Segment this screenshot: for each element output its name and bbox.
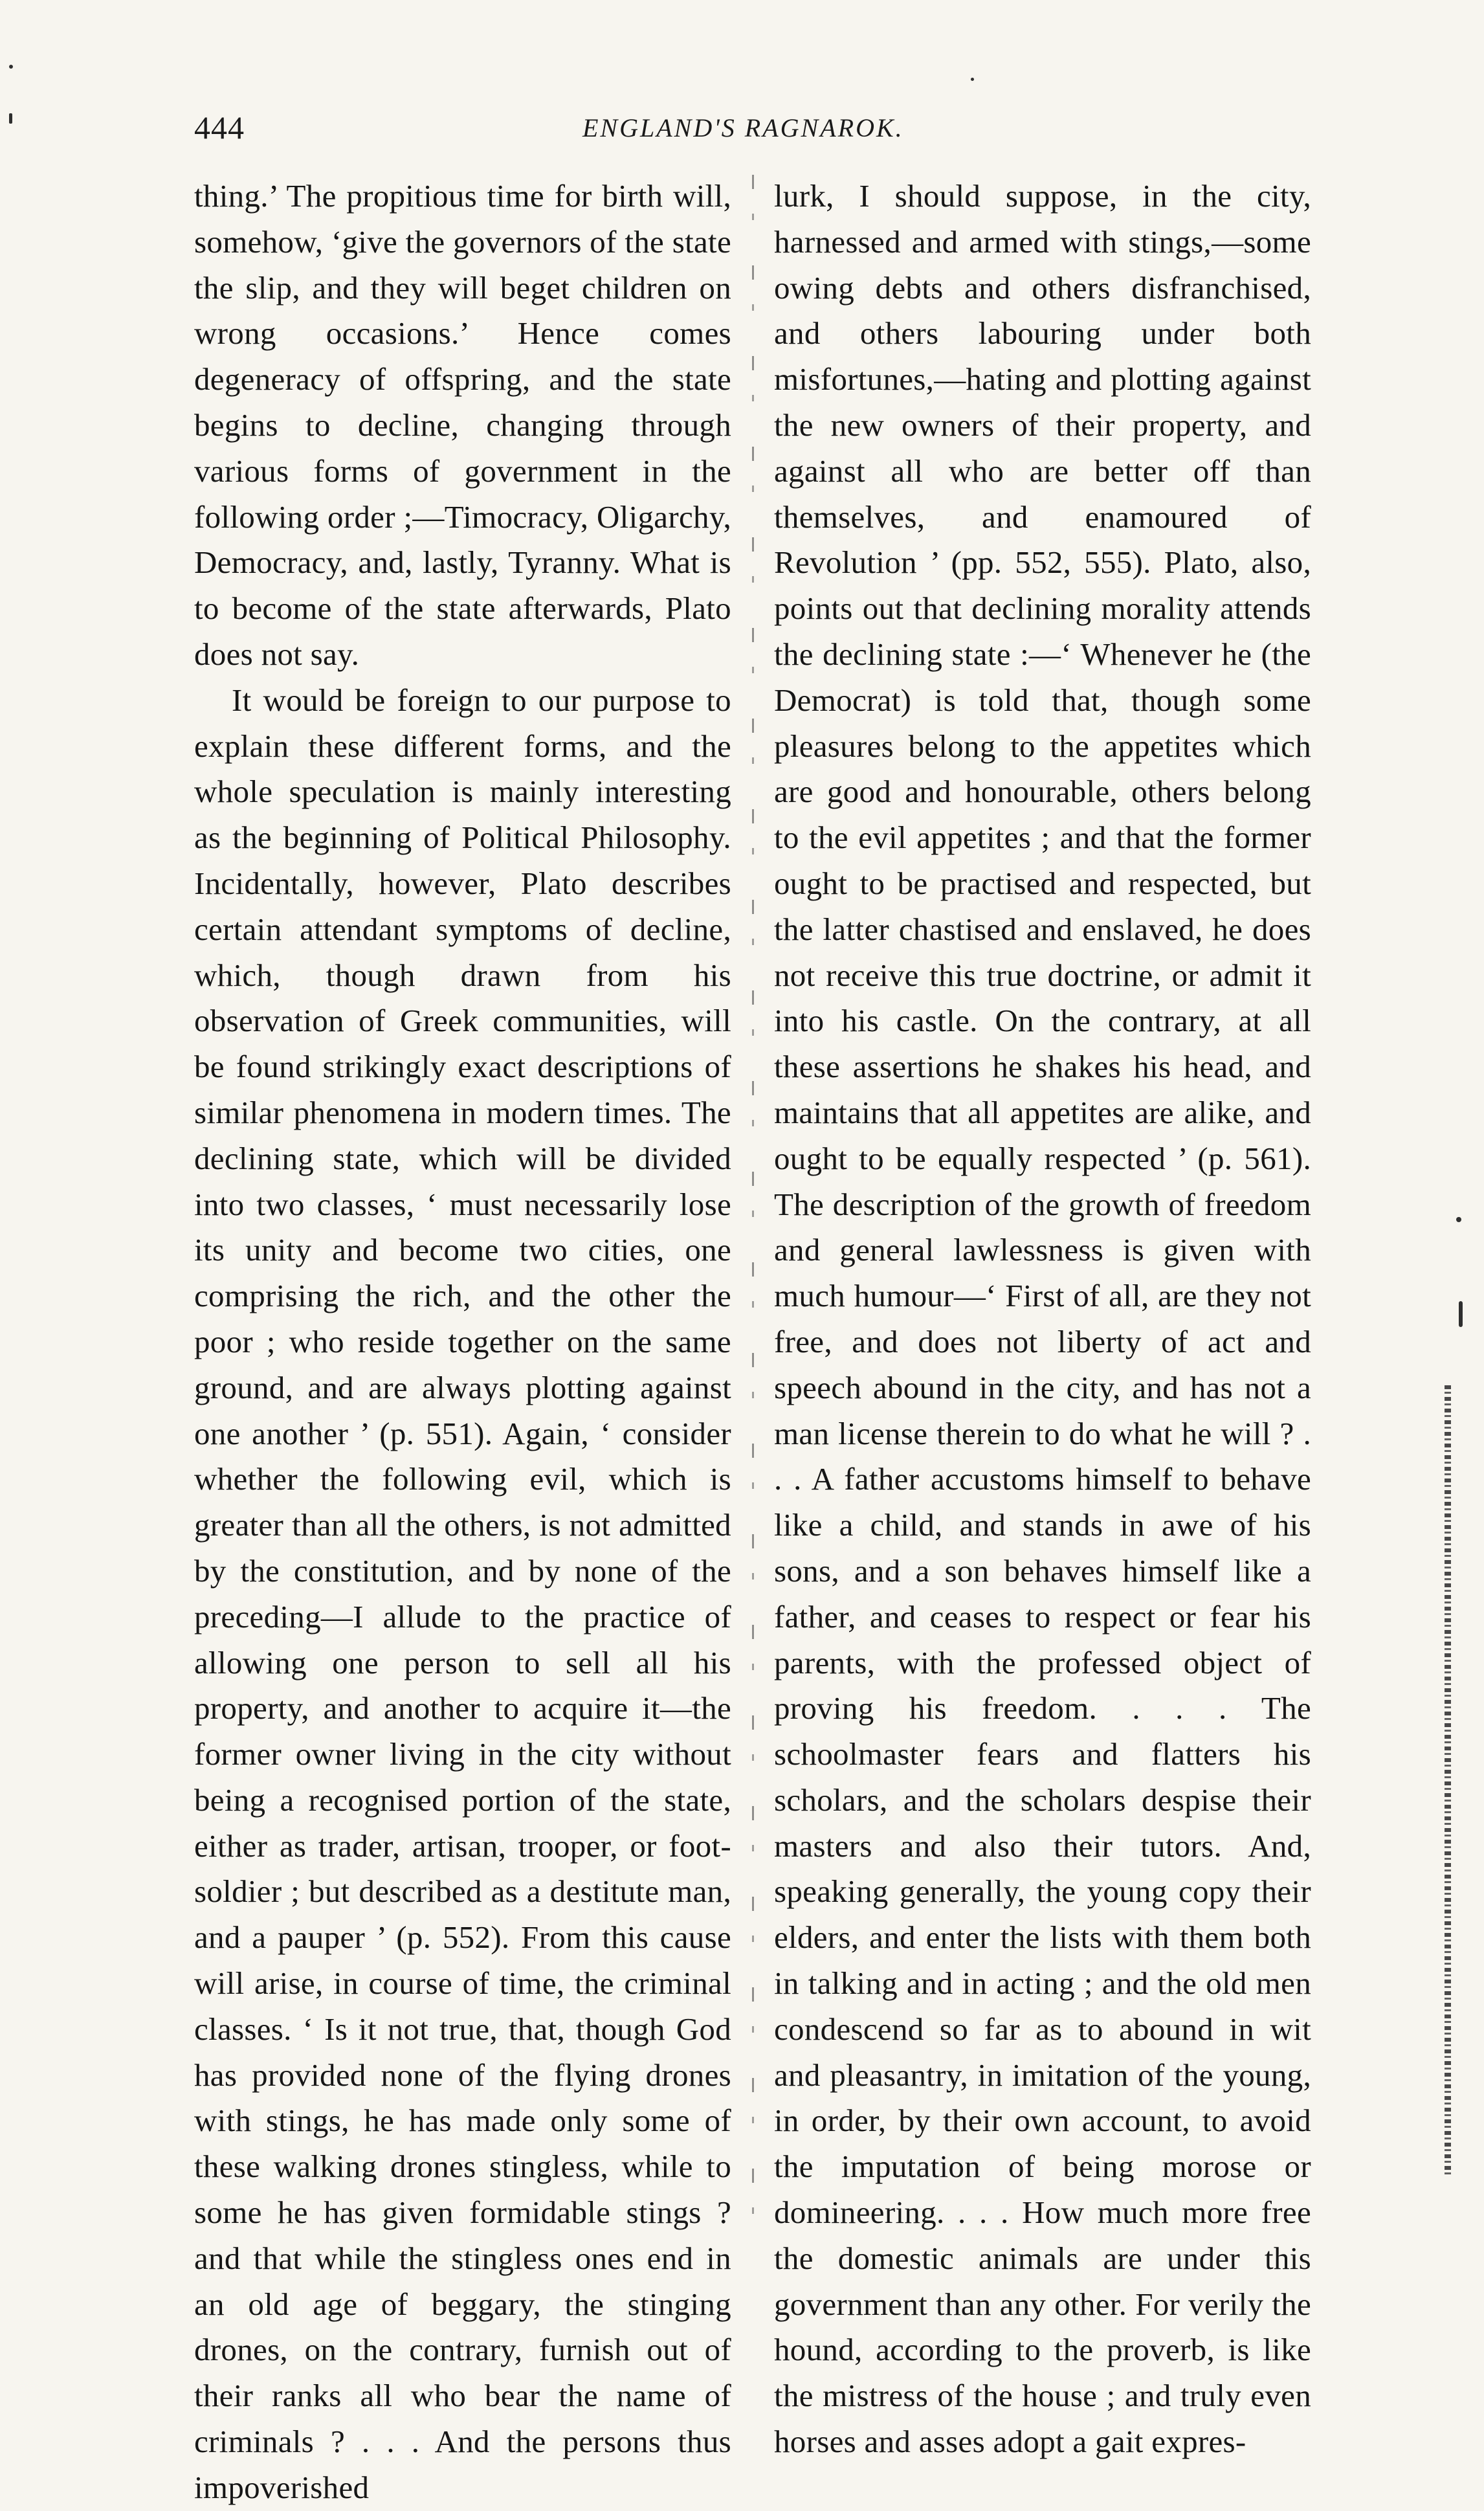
scan-speck	[9, 113, 12, 124]
running-title: ENGLAND'S RAGNAROK.	[582, 113, 904, 142]
running-head	[194, 109, 1152, 154]
scan-speck	[9, 65, 13, 69]
scan-edge-artifact	[1445, 1385, 1451, 2175]
scan-speck	[1456, 1217, 1461, 1222]
right-paragraph-1: lurk, I should suppose, in the city, harnessed and armed with stings,—some owing debts and others disfranchised, and others labouring under both misfortunes,—hating and plotting against the new owners of their property, and against all who are better off than themselves, and enamoured of Revolution ’ (pp. 552, 555). Plato, also, points out that declining morality attends the declining state :—‘ Whenever he (the Democrat) is told that, though some pleasures belong to the appetites which are good and honourable, others belong to the evil appetites ; and that the former ought to be practised and respected, but the latter chastised and enslaved, he does not receive this true doctrine, or admit it into his castle. On the contrary, at all these assertions he shakes his head, and maintains that all appetites are alike, and ought to be equally respected ’ (p. 561). The description of the growth of freedom and general lawlessness is given with much humour—‘ First of all, are they not free, and does not liberty of act and speech abound in the city, and has not a man license therein to do what he will ? . . . A father accustoms himself to behave like a child, and stands in awe of his sons, and a son behaves himself like a father, and ceases to respect or fear his parents, with the professed object of proving his freedom. . . . The schoolmaster fears and flatters his scholars, and the scholars despise their masters and also their tutors. And, speaking generally, the young copy their elders, and enter the lists with them both in talking and in acting ; and the old men condescend so far as to abound in wit and pleasantry, in imitation of the young, in order, by their own account, to avoid the imputation of being morose or domineering. . . . How much more free the domestic animals are under this government than any other. For verily the hound, according to the proverb, is like the mistress of the house ; and truly even horses and asses adopt a gait expres-	[774, 178, 1311, 2460]
page-number: 444	[194, 109, 245, 146]
left-paragraph-1: thing.’ The propitious time for birth will, somehow, ‘give the governors of the state the slip, and they will beget children on wrong occasions.’ Hence comes degeneracy of offspring, and the state begins to decline, changing through various forms of government in the following order ;—Timocracy, Oligarchy, Democracy, and, lastly, Tyranny. What is to become of the state afterwards, Plato does not say.	[194, 178, 731, 672]
scan-speck	[971, 78, 974, 81]
left-paragraph-2: It would be foreign to our purpose to explain these different forms, and the whole speculation is mainly interesting as the beginning of Political Philosophy. Incidentally, however, Plato describes certain attendant symptoms of decline, which, though drawn from his observation of Greek communities, will be found strikingly exact descriptions of similar phenomena in modern times. The declining state, which will be divided into two classes, ‘ must necessarily lose its unity and become two cities, one comprising the rich, and the other the poor ; who reside together on the same ground, and are always plotting against one another ’ (p. 551). Again, ‘ consider whether the following evil, which is greater than all the others, is not admitted by the constitution, and by none of the preceding—I allude to the practice of allowing one person to sell all his property, and another to acquire it—the former owner living in the city without being a recognised portion of the state, either as trader, artisan, trooper, or foot-soldier ; but described as a destitute man, and a pauper ’ (p. 552). From this cause will arise, in course of time, the criminal classes. ‘ Is it not true, that, though God has provided none of the flying drones with stings, he has made only some of these walking drones stingless, while to some he has given formidable stings ? and that while the stingless ones end in an old age of beggary, the stinging drones, on the contrary, furnish out of their ranks all who bear the name of criminals ? . . . And the persons thus impoverished	[194, 682, 731, 2505]
column-gutter-rule	[752, 175, 754, 2214]
left-column	[194, 173, 731, 2511]
scan-speck	[1459, 1301, 1463, 1327]
right-column	[774, 173, 1311, 2465]
